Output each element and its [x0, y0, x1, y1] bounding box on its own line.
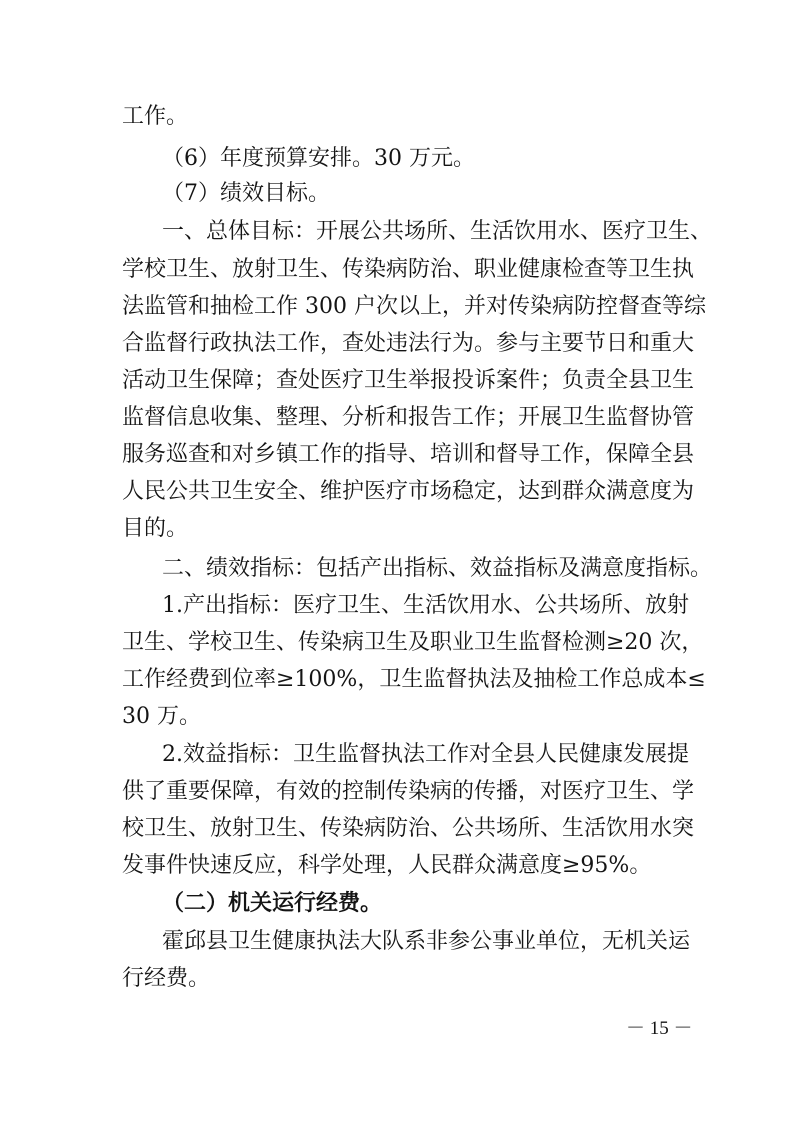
body-line: 30 万。 — [122, 704, 201, 729]
body-line: 合监督行政执法工作，查处违法行为。参与主要节日和重大 — [122, 331, 695, 356]
performance-goal-item: （7）绩效目标。 — [162, 181, 330, 206]
body-line: 行经费。 — [122, 966, 211, 991]
body-line: 监督信息收集、整理、分析和报告工作；开展卫生监督协管 — [122, 405, 695, 430]
body-line: 发事件快速反应，科学处理，人民群众满意度≥95%。 — [122, 853, 652, 878]
benefit-indicators-paragraph: 2.效益指标：卫生监督执法工作对全县人民健康发展提 — [162, 742, 689, 767]
page-number: － 15 － — [626, 1018, 693, 1039]
performance-indicators-paragraph: 二、绩效指标：包括产出指标、效益指标及满意度指标。 — [162, 556, 713, 581]
body-line: 目的。 — [122, 516, 189, 541]
section-heading: （二）机关运行经费。 — [162, 890, 383, 916]
body-line: 工作经费到位率≥100%，卫生监督执法及抽检工作总成本≤ — [122, 667, 706, 692]
body-line: 法监管和抽检工作 300 户次以上，并对传染病防控督查等综 — [122, 294, 706, 319]
budget-item: （6）年度预算安排。30 万元。 — [162, 146, 475, 171]
body-line: 人民公共卫生安全、维护医疗市场稳定，达到群众满意度为 — [122, 479, 695, 504]
body-line: 卫生、学校卫生、传染病卫生及职业卫生监督检测≥20 次， — [122, 630, 704, 655]
body-line: 供了重要保障，有效的控制传染病的传播，对医疗卫生、学 — [122, 779, 695, 804]
operating-funds-paragraph: 霍邱县卫生健康执法大队系非参公事业单位，无机关运 — [162, 929, 691, 954]
body-line: 服务巡查和对乡镇工作的指导、培训和督导工作，保障全县 — [122, 442, 695, 467]
overall-goal-paragraph: 一、总体目标：开展公共场所、生活饮用水、医疗卫生、 — [162, 219, 713, 244]
output-indicators-paragraph: 1.产出指标：医疗卫生、生活饮用水、公共场所、放射 — [162, 593, 689, 618]
body-line: 工作。 — [122, 104, 189, 129]
body-line: 学校卫生、放射卫生、传染病防治、职业健康检查等卫生执 — [122, 257, 695, 282]
body-line: 校卫生、放射卫生、传染病防治、公共场所、生活饮用水突 — [122, 816, 695, 841]
body-line: 活动卫生保障；查处医疗卫生举报投诉案件；负责全县卫生 — [122, 368, 695, 393]
